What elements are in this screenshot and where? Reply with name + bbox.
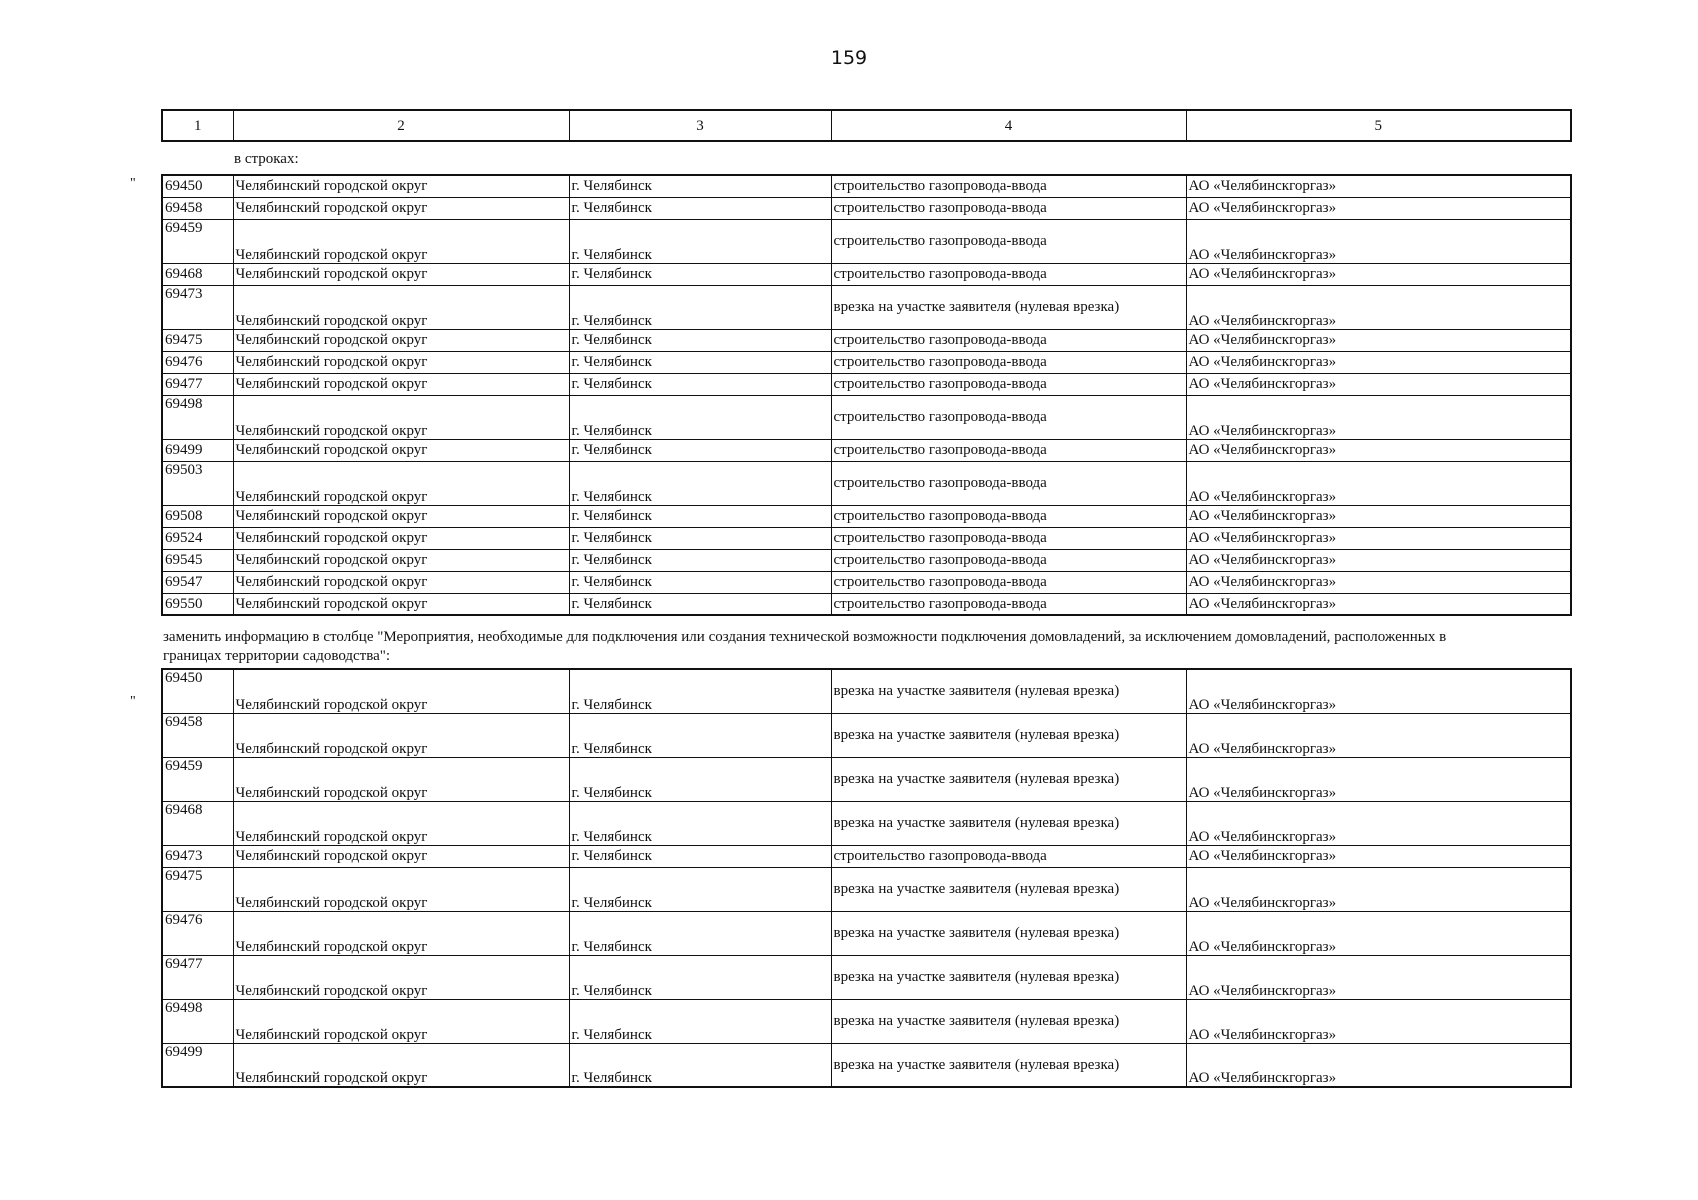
city-cell: г. Челябинск xyxy=(569,955,831,999)
row-id-cell: 69499 xyxy=(162,1043,233,1087)
measure-cell: строительство газопровода-ввода xyxy=(831,263,1186,285)
organization-cell: АО «Челябинскгоргаз» xyxy=(1186,263,1571,285)
organization-cell: АО «Челябинскгоргаз» xyxy=(1186,439,1571,461)
district-cell: Челябинский городской округ xyxy=(233,461,569,505)
city-cell: г. Челябинск xyxy=(569,801,831,845)
city-cell: г. Челябинск xyxy=(569,197,831,219)
row-id-cell: 69459 xyxy=(162,757,233,801)
page-number: 159 xyxy=(830,47,868,69)
city-cell: г. Челябинск xyxy=(569,527,831,549)
measure-cell: врезка на участке заявителя (нулевая врезка) xyxy=(831,713,1186,757)
section2-intro-line1: заменить информацию в столбце "Мероприятия, необходимые для подключения или создания технической возможности подключения домовладений, за исключением домовладений, расположенных в xyxy=(163,629,1447,645)
table-row xyxy=(162,329,1571,351)
row-id-cell: 69508 xyxy=(162,505,233,527)
district-cell: Челябинский городской округ xyxy=(233,713,569,757)
measure-cell: врезка на участке заявителя (нулевая врезка) xyxy=(831,801,1186,845)
section2-intro-line2: границах территории садоводства": xyxy=(163,648,391,664)
row-id-cell: 69498 xyxy=(162,395,233,439)
header-col-2: 2 xyxy=(233,110,569,141)
measure-cell: врезка на участке заявителя (нулевая врезка) xyxy=(831,955,1186,999)
section1-quote-mark: " xyxy=(130,176,136,191)
table-row xyxy=(162,197,1571,219)
table-row xyxy=(162,571,1571,593)
row-id-cell: 69458 xyxy=(162,713,233,757)
city-cell: г. Челябинск xyxy=(569,175,831,197)
row-id-cell: 69477 xyxy=(162,955,233,999)
city-cell: г. Челябинск xyxy=(569,549,831,571)
measure-cell: строительство газопровода-ввода xyxy=(831,845,1186,867)
table-row xyxy=(162,867,1571,911)
organization-cell: АО «Челябинскгоргаз» xyxy=(1186,461,1571,505)
table-row xyxy=(162,911,1571,955)
row-id-cell: 69503 xyxy=(162,461,233,505)
organization-cell: АО «Челябинскгоргаз» xyxy=(1186,351,1571,373)
city-cell: г. Челябинск xyxy=(569,757,831,801)
city-cell: г. Челябинск xyxy=(569,845,831,867)
district-cell: Челябинский городской округ xyxy=(233,285,569,329)
table-row xyxy=(162,801,1571,845)
table-row xyxy=(162,439,1571,461)
district-cell: Челябинский городской округ xyxy=(233,439,569,461)
organization-cell: АО «Челябинскгоргаз» xyxy=(1186,329,1571,351)
organization-cell: АО «Челябинскгоргаз» xyxy=(1186,669,1571,713)
measure-cell: строительство газопровода-ввода xyxy=(831,571,1186,593)
organization-cell: АО «Челябинскгоргаз» xyxy=(1186,505,1571,527)
organization-cell: АО «Челябинскгоргаз» xyxy=(1186,549,1571,571)
organization-cell: АО «Челябинскгоргаз» xyxy=(1186,527,1571,549)
row-id-cell: 69468 xyxy=(162,801,233,845)
measure-cell: врезка на участке заявителя (нулевая врезка) xyxy=(831,999,1186,1043)
district-cell: Челябинский городской округ xyxy=(233,329,569,351)
header-row xyxy=(162,110,1571,141)
row-id-cell: 69450 xyxy=(162,175,233,197)
section1-intro: в строках: xyxy=(234,151,299,167)
rows-table-1 xyxy=(161,174,1572,616)
city-cell: г. Челябинск xyxy=(569,867,831,911)
measure-cell: врезка на участке заявителя (нулевая врезка) xyxy=(831,911,1186,955)
organization-cell: АО «Челябинскгоргаз» xyxy=(1186,175,1571,197)
table-row xyxy=(162,713,1571,757)
district-cell: Челябинский городской округ xyxy=(233,175,569,197)
table-row xyxy=(162,219,1571,263)
district-cell: Челябинский городской округ xyxy=(233,571,569,593)
row-id-cell: 69475 xyxy=(162,329,233,351)
row-id-cell: 69459 xyxy=(162,219,233,263)
organization-cell: АО «Челябинскгоргаз» xyxy=(1186,593,1571,615)
organization-cell: АО «Челябинскгоргаз» xyxy=(1186,285,1571,329)
city-cell: г. Челябинск xyxy=(569,669,831,713)
city-cell: г. Челябинск xyxy=(569,1043,831,1087)
city-cell: г. Челябинск xyxy=(569,285,831,329)
city-cell: г. Челябинск xyxy=(569,439,831,461)
organization-cell: АО «Челябинскгоргаз» xyxy=(1186,845,1571,867)
section2-quote-mark: " xyxy=(130,694,136,709)
row-id-cell: 69475 xyxy=(162,867,233,911)
district-cell: Челябинский городской округ xyxy=(233,1043,569,1087)
table-row xyxy=(162,351,1571,373)
district-cell: Челябинский городской округ xyxy=(233,955,569,999)
table-row xyxy=(162,505,1571,527)
measure-cell: строительство газопровода-ввода xyxy=(831,351,1186,373)
district-cell: Челябинский городской округ xyxy=(233,669,569,713)
district-cell: Челябинский городской округ xyxy=(233,801,569,845)
city-cell: г. Челябинск xyxy=(569,713,831,757)
city-cell: г. Челябинск xyxy=(569,999,831,1043)
measure-cell: врезка на участке заявителя (нулевая врезка) xyxy=(831,669,1186,713)
row-id-cell: 69550 xyxy=(162,593,233,615)
district-cell: Челябинский городской округ xyxy=(233,197,569,219)
district-cell: Челябинский городской округ xyxy=(233,911,569,955)
city-cell: г. Челябинск xyxy=(569,373,831,395)
row-id-cell: 69473 xyxy=(162,845,233,867)
measure-cell: строительство газопровода-ввода xyxy=(831,373,1186,395)
table-row xyxy=(162,999,1571,1043)
organization-cell: АО «Челябинскгоргаз» xyxy=(1186,999,1571,1043)
organization-cell: АО «Челябинскгоргаз» xyxy=(1186,911,1571,955)
measure-cell: строительство газопровода-ввода xyxy=(831,527,1186,549)
column-number-header xyxy=(161,109,1572,142)
measure-cell: строительство газопровода-ввода xyxy=(831,219,1186,263)
district-cell: Челябинский городской округ xyxy=(233,549,569,571)
city-cell: г. Челябинск xyxy=(569,351,831,373)
table-row xyxy=(162,845,1571,867)
measure-cell: врезка на участке заявителя (нулевая врезка) xyxy=(831,285,1186,329)
measure-cell: строительство газопровода-ввода xyxy=(831,461,1186,505)
row-id-cell: 69498 xyxy=(162,999,233,1043)
rows-table-2 xyxy=(161,668,1572,1088)
row-id-cell: 69476 xyxy=(162,911,233,955)
row-id-cell: 69547 xyxy=(162,571,233,593)
city-cell: г. Челябинск xyxy=(569,505,831,527)
district-cell: Челябинский городской округ xyxy=(233,999,569,1043)
table-row xyxy=(162,549,1571,571)
organization-cell: АО «Челябинскгоргаз» xyxy=(1186,1043,1571,1087)
table-row xyxy=(162,1043,1571,1087)
table-row xyxy=(162,373,1571,395)
row-id-cell: 69473 xyxy=(162,285,233,329)
row-id-cell: 69477 xyxy=(162,373,233,395)
header-col-3: 3 xyxy=(569,110,831,141)
district-cell: Челябинский городской округ xyxy=(233,527,569,549)
organization-cell: АО «Челябинскгоргаз» xyxy=(1186,955,1571,999)
measure-cell: строительство газопровода-ввода xyxy=(831,175,1186,197)
district-cell: Челябинский городской округ xyxy=(233,593,569,615)
measure-cell: строительство газопровода-ввода xyxy=(831,395,1186,439)
district-cell: Челябинский городской округ xyxy=(233,395,569,439)
table-row xyxy=(162,669,1571,713)
city-cell: г. Челябинск xyxy=(569,461,831,505)
measure-cell: врезка на участке заявителя (нулевая врезка) xyxy=(831,1043,1186,1087)
table-row xyxy=(162,527,1571,549)
header-col-4: 4 xyxy=(831,110,1186,141)
row-id-cell: 69450 xyxy=(162,669,233,713)
district-cell: Челябинский городской округ xyxy=(233,845,569,867)
city-cell: г. Челябинск xyxy=(569,329,831,351)
row-id-cell: 69545 xyxy=(162,549,233,571)
table-row xyxy=(162,175,1571,197)
district-cell: Челябинский городской округ xyxy=(233,505,569,527)
organization-cell: АО «Челябинскгоргаз» xyxy=(1186,867,1571,911)
table-row xyxy=(162,593,1571,615)
measure-cell: строительство газопровода-ввода xyxy=(831,593,1186,615)
table-row xyxy=(162,395,1571,439)
row-id-cell: 69476 xyxy=(162,351,233,373)
row-id-cell: 69468 xyxy=(162,263,233,285)
row-id-cell: 69499 xyxy=(162,439,233,461)
organization-cell: АО «Челябинскгоргаз» xyxy=(1186,219,1571,263)
district-cell: Челябинский городской округ xyxy=(233,373,569,395)
measure-cell: строительство газопровода-ввода xyxy=(831,197,1186,219)
measure-cell: врезка на участке заявителя (нулевая врезка) xyxy=(831,757,1186,801)
organization-cell: АО «Челябинскгоргаз» xyxy=(1186,395,1571,439)
header-col-1: 1 xyxy=(162,110,233,141)
table-row xyxy=(162,285,1571,329)
city-cell: г. Челябинск xyxy=(569,263,831,285)
city-cell: г. Челябинск xyxy=(569,219,831,263)
measure-cell: строительство газопровода-ввода xyxy=(831,549,1186,571)
measure-cell: строительство газопровода-ввода xyxy=(831,329,1186,351)
district-cell: Челябинский городской округ xyxy=(233,219,569,263)
organization-cell: АО «Челябинскгоргаз» xyxy=(1186,373,1571,395)
table-row xyxy=(162,757,1571,801)
table-row xyxy=(162,461,1571,505)
city-cell: г. Челябинск xyxy=(569,395,831,439)
organization-cell: АО «Челябинскгоргаз» xyxy=(1186,801,1571,845)
organization-cell: АО «Челябинскгоргаз» xyxy=(1186,571,1571,593)
district-cell: Челябинский городской округ xyxy=(233,351,569,373)
city-cell: г. Челябинск xyxy=(569,911,831,955)
city-cell: г. Челябинск xyxy=(569,593,831,615)
table-row xyxy=(162,955,1571,999)
organization-cell: АО «Челябинскгоргаз» xyxy=(1186,197,1571,219)
row-id-cell: 69524 xyxy=(162,527,233,549)
table-row xyxy=(162,263,1571,285)
header-col-5: 5 xyxy=(1186,110,1571,141)
measure-cell: строительство газопровода-ввода xyxy=(831,439,1186,461)
organization-cell: АО «Челябинскгоргаз» xyxy=(1186,713,1571,757)
measure-cell: строительство газопровода-ввода xyxy=(831,505,1186,527)
district-cell: Челябинский городской округ xyxy=(233,867,569,911)
row-id-cell: 69458 xyxy=(162,197,233,219)
city-cell: г. Челябинск xyxy=(569,571,831,593)
organization-cell: АО «Челябинскгоргаз» xyxy=(1186,757,1571,801)
district-cell: Челябинский городской округ xyxy=(233,263,569,285)
district-cell: Челябинский городской округ xyxy=(233,757,569,801)
measure-cell: врезка на участке заявителя (нулевая врезка) xyxy=(831,867,1186,911)
